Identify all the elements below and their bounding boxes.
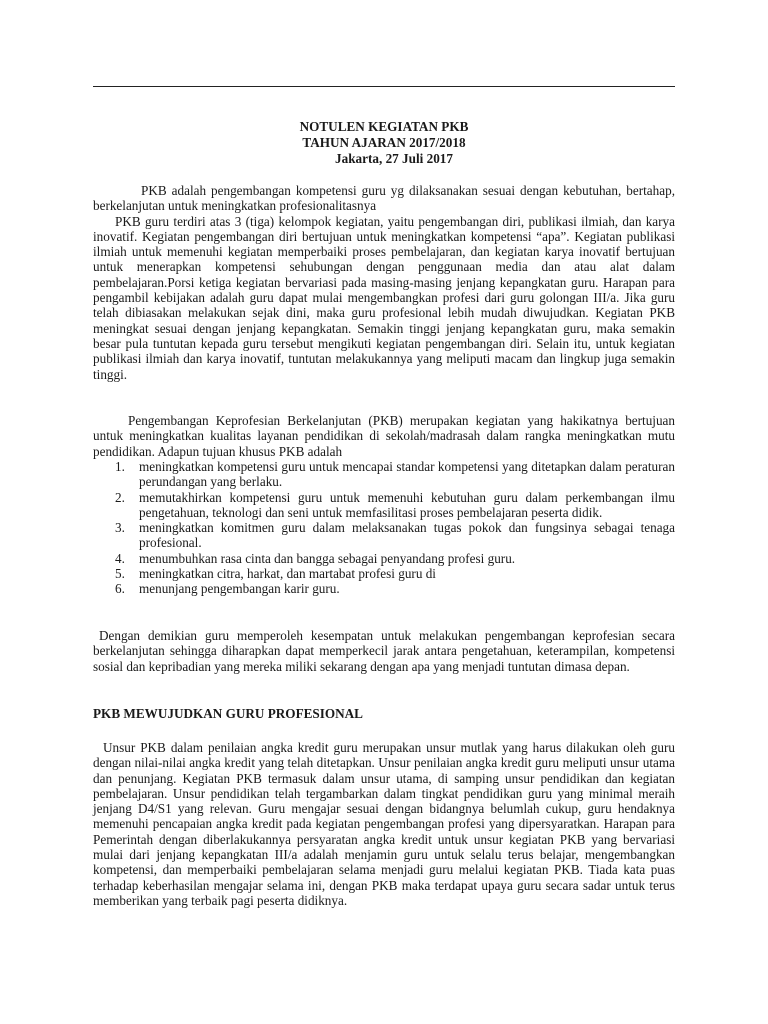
list-item-number: 2.: [115, 489, 125, 505]
list-item-text: meningkatkan citra, harkat, dan martabat profesi guru di: [139, 566, 436, 582]
section-text: Unsur PKB dalam penilaian angka kredit guru merupakan unsur mutlak yang harus dilakukan oleh guru dengan nilai-nilai angka kredit yang telah ditetapkan. Unsur penilaian angka kredit guru meliputi unsur utama dan penunjang. Kegiatan PKB termasuk dalam unsur utama, di samping unsur pendidikan dan kegiatan pembelajaran. Unsur pendidikan telah tergambarkan dalam tingkat pendidikan guru yang minimal meraih jenjang D4/S1 yang relevan. Guru mengajar sesuai dengan bidangnya belumlah cukup, guru hendaknya memenuhi pencapaian angka kredit pada kegiatan pengembangan profesi yang dipersyaratkan. Harapan para Pemerintah dengan diberlakukannya persyaratan angka kredit untuk unsur kegiatan PKB yang bervariasi mulai dari jenjang kepangkatan III/a adalah menjamin guru untuk selalu terus belajar, mengembangkan kompetensi, dan memperbaiki pembelajaran selama menjadi guru melalui kegiatan PKB. Tiada kata puas terhadap keberhasilan mengajar selama ini, dengan PKB maka terdapat upaya guru secara sadar untuk terus memberikan yang terbaik pagi peserta didiknya.: [93, 740, 675, 908]
intro-paragraph: [93, 183, 675, 382]
intro-definition: PKB adalah pengembangan kompetensi guru yg dilaksanakan sesuai dengan kebutuhan, bertahap, berkelanjutan untuk meningkatkan profesionalitasnya: [93, 183, 675, 214]
conclusion-text: Dengan demikian guru memperoleh kesempatan untuk melakukan pengembangan keprofesian secara berkelanjutan sehingga diharapkan dapat memperkecil jarak antara pengetahuan, keterampilan, kompetensi sosial dan kepribadian yang mereka miliki sekarang dengan apa yang menjadi tuntutan dimasa depan.: [93, 628, 675, 674]
document-subtitle: TAHUN AJARAN 2017/2018: [302, 135, 466, 150]
list-item-text: meningkatkan komitmen guru dalam melaksanakan tugas pokok dan fungsinya sebagai tenaga profesional.: [139, 520, 675, 551]
list-item: [93, 520, 675, 551]
list-item: [93, 459, 675, 490]
purpose-paragraph: [93, 413, 675, 459]
intro-activities: PKB guru terdiri atas 3 (tiga) kelompok kegiatan, yaitu pengembangan diri, publikasi ilmiah, dan karya inovatif. Kegiatan pengembangan diri bertujuan untuk meningkatkan kompetensi “apa”. Kegiatan publikasi ilmiah untuk memenuhi kegiatan memperbaiki proses pembelajaran, dan kegiatan karya inovatif bertujuan untuk menerapkan kompetensi sehubungan dengan penggunaan media dan atau alat dalam pembelajaran.Porsi ketiga kegiatan bervariasi pada masing-masing jenjang kepangkatan guru. Harapan para pengambil kebijakan adalah guru dapat mulai mengembangkan profesi dari guru golongan III/a. Jika guru telah dibiasakan melakukan sejak dini, maka guru profesional lebih mudah diwujudkan. Kegiatan PKB meningkat sesuai dengan jenjang kepangkatan. Semakin tinggi jenjang kepangkatan guru, maka semakin besar pula tuntutan kepada guru tersebut mengikuti kegiatan pengembangan diri. Selain itu, untuk kegiatan publikasi ilmiah dan karya inovatif, tuntutan melakukannya yang meliputi macam dan lingkup juga semakin tinggi.: [93, 213, 675, 382]
list-item: [93, 566, 675, 581]
list-item-text: meningkatkan kompetensi guru untuk mencapai standar kompetensi yang ditetapkan dalam peraturan perundangan yang berlaku.: [139, 459, 675, 490]
list-item-number: 1.: [115, 459, 125, 474]
list-item-number: 4.: [115, 550, 125, 566]
section-heading: PKB MEWUJUDKAN GURU PROFESIONAL: [93, 706, 363, 721]
list-item-number: 3.: [115, 520, 125, 536]
list-item-number: 5.: [115, 566, 125, 582]
title-block: [93, 119, 675, 167]
section-paragraph: [93, 740, 675, 908]
list-item-text: menumbuhkan rasa cinta dan bangga sebagai penyandang profesi guru.: [139, 550, 516, 566]
list-item-number: 6.: [115, 581, 125, 597]
document-date: Jakarta, 27 Juli 2017: [335, 151, 453, 166]
list-item: [93, 490, 675, 521]
list-item-text: memutakhirkan kompetensi guru untuk memenuhi kebutuhan guru dalam perkembangan ilmu pengetahuan, teknologi dan seni untuk memfasilitasi proses pembelajaran peserta didik.: [139, 489, 675, 520]
list-item: [93, 581, 675, 596]
document-title: NOTULEN KEGIATAN PKB: [299, 119, 469, 134]
list-item-text: menunjang pengembangan karir guru.: [139, 581, 340, 597]
conclusion-paragraph: [93, 628, 675, 674]
goals-list: [93, 459, 675, 597]
list-item: [93, 551, 675, 566]
header-rule: [93, 86, 675, 87]
purpose-text: Pengembangan Keprofesian Berkelanjutan (PKB) merupakan kegiatan yang hakikatnya bertujuan untuk meningkatkan kualitas layanan pendidikan di sekolah/madrasah dalam rangka meningkatkan mutu pendidikan. Adapun tujuan khusus PKB adalah: [93, 413, 675, 459]
